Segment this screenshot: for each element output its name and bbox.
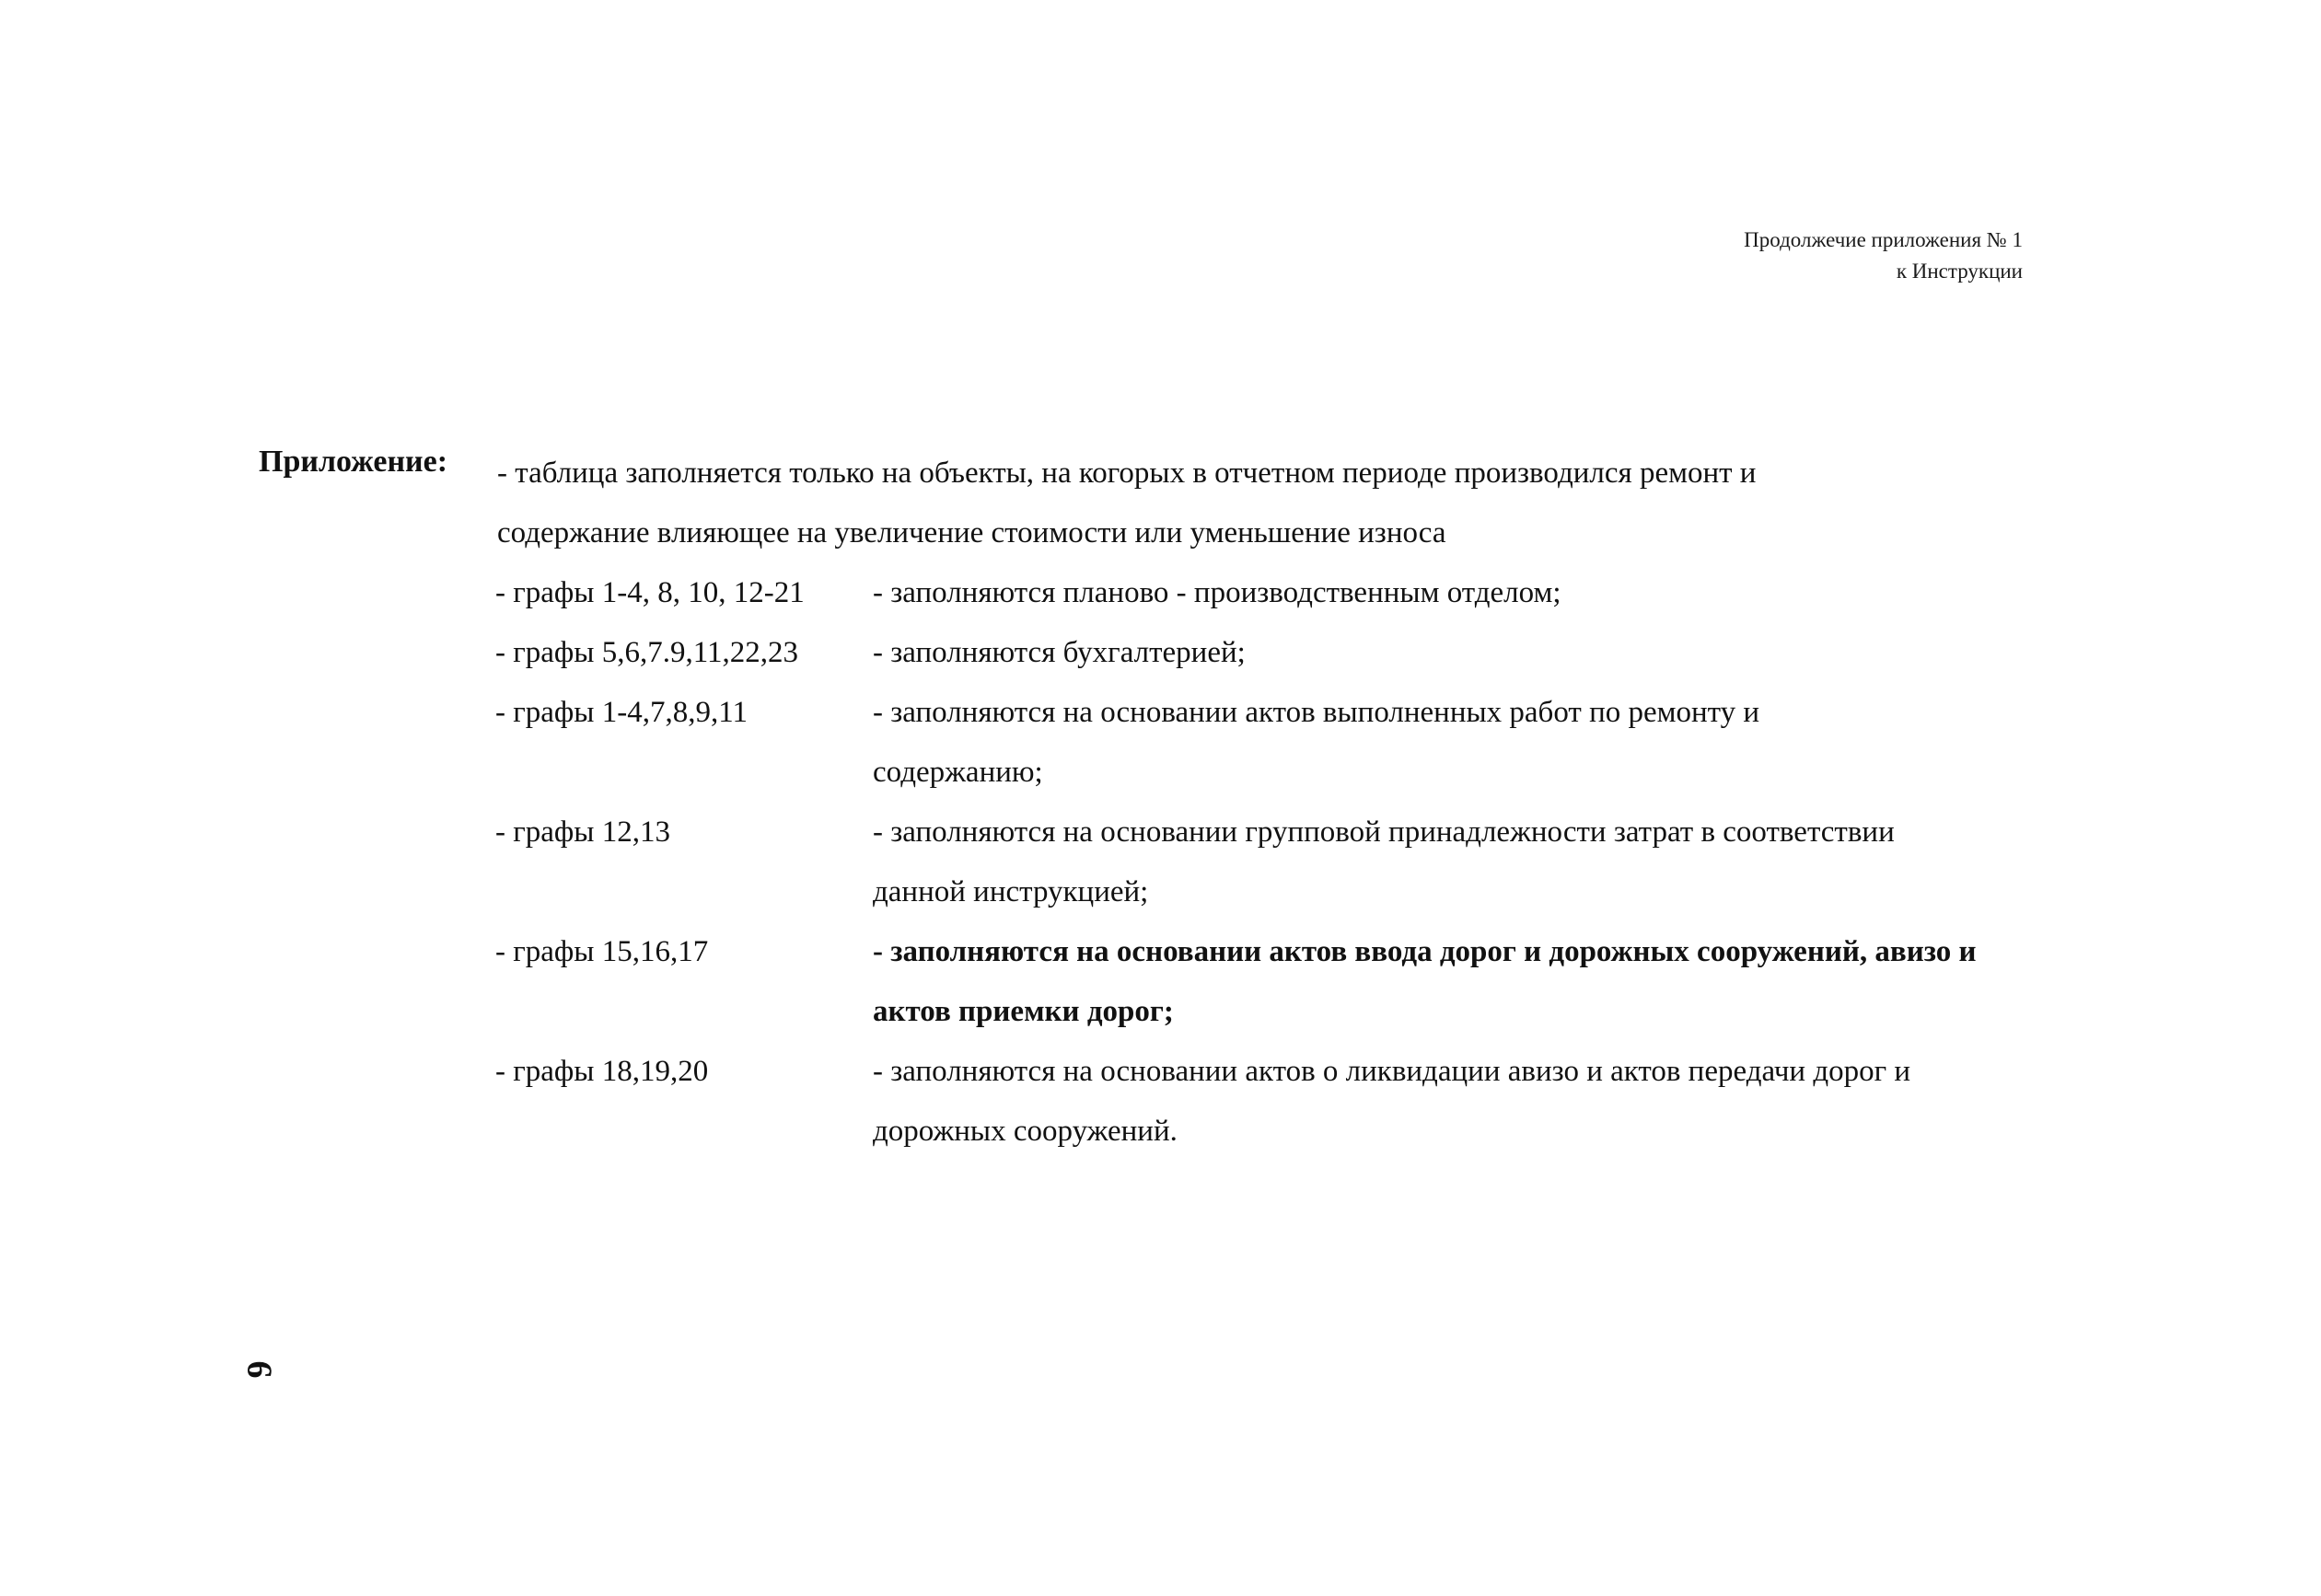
appendix-continuation-note bbox=[1744, 225, 2023, 287]
column-rule-text bbox=[873, 922, 2060, 1042]
column-rule-row bbox=[495, 803, 2060, 922]
intro-line: содержание влияющее на увеличение стоимости или уменьшение износа bbox=[497, 516, 1446, 549]
rule-line: данной инструкцией; bbox=[873, 875, 1149, 908]
rule-line: содержанию; bbox=[873, 756, 1043, 789]
rule-line: - заполняются на основании групповой принадлежности затрат в соответствии bbox=[873, 815, 1895, 849]
column-rule-text bbox=[873, 623, 2060, 683]
rule-line: - заполняются на основании актов ввода дорог и дорожных сооружений, авизо и bbox=[873, 935, 1977, 968]
rule-line: - заполняются планово - производственным отделом; bbox=[873, 576, 1561, 609]
column-rule-row bbox=[495, 623, 2060, 683]
continuation-line: Продолжечие приложения № 1 bbox=[1744, 228, 2023, 251]
column-range-label: - графы 1-4,7,8,9,11 bbox=[495, 696, 748, 729]
rule-line: - заполняются на основании актов о ликвидации авизо и актов передачи дорог и bbox=[873, 1055, 1911, 1088]
instruction-reference-line: к Инструкции bbox=[1896, 260, 2023, 283]
rule-line: дорожных сооружений. bbox=[873, 1115, 1178, 1148]
column-rule-text bbox=[873, 1042, 2060, 1162]
column-range-label: - графы 5,6,7.9,11,22,23 bbox=[495, 636, 799, 669]
column-rule-row bbox=[495, 683, 2060, 803]
column-rule-row bbox=[495, 1042, 2060, 1162]
rule-line: актов приемки дорог; bbox=[873, 995, 1174, 1028]
column-rule-row bbox=[495, 563, 2060, 623]
column-range-label: - графы 18,19,20 bbox=[495, 1055, 709, 1088]
column-range-label: - графы 12,13 bbox=[495, 815, 670, 849]
column-rule-row bbox=[495, 922, 2060, 1042]
intro-line: - таблица заполняется только на объекты, на когорых в отчетном периоде производился ремонт и bbox=[497, 457, 1757, 490]
rule-line: - заполняются бухгалтерией; bbox=[873, 636, 1246, 669]
column-range-label: - графы 1-4, 8, 10, 12-21 bbox=[495, 576, 805, 609]
rule-line: - заполняются на основании актов выполненных работ по ремонту и bbox=[873, 696, 1760, 729]
appendix-intro bbox=[497, 444, 2062, 563]
appendix-label: Приложение: bbox=[259, 445, 448, 479]
column-rule-text bbox=[873, 803, 2060, 922]
column-rules-list bbox=[495, 563, 2060, 1162]
column-range-label: - графы 15,16,17 bbox=[495, 935, 709, 968]
column-rule-text bbox=[873, 563, 2060, 623]
page-number: 6 bbox=[239, 1360, 279, 1379]
column-rule-text bbox=[873, 683, 2060, 803]
